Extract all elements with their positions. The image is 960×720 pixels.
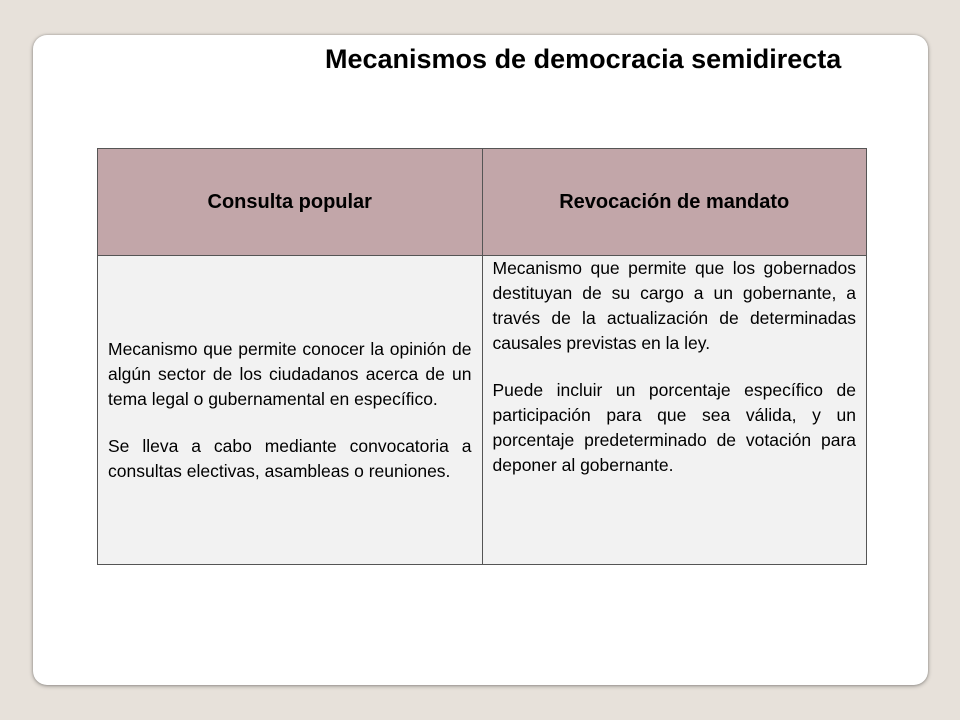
slide-title: Mecanismos de democracia semidirecta bbox=[325, 44, 842, 74]
revocacion-definition: Mecanismo que permite que los gobernados destituyan de su cargo a un gobernante, a través de la actualización de determinadas causales previstas en la ley. bbox=[492, 258, 856, 353]
table-header-row bbox=[98, 149, 867, 256]
consulta-definition: Mecanismo que permite conocer la opinión de algún sector de los ciudadanos acerca de un tema legal o gubernamental en específico. bbox=[108, 338, 472, 409]
comparison-table bbox=[97, 148, 867, 565]
revocacion-requirements: Puede incluir un porcentaje específico de participación para que sea válida, y un porcentaje predeterminado de votación para deponer al gobernante. bbox=[492, 380, 856, 475]
cell-revocacion-de-mandato bbox=[482, 256, 867, 565]
header-revocacion-de-mandato: Revocación de mandato bbox=[482, 149, 867, 256]
cell-consulta-popular bbox=[98, 256, 483, 565]
table-body-row bbox=[98, 256, 867, 565]
consulta-procedure: Se lleva a cabo mediante convocatoria a consultas electivas, asambleas o reuniones. bbox=[108, 435, 472, 481]
header-consulta-popular: Consulta popular bbox=[98, 149, 483, 256]
